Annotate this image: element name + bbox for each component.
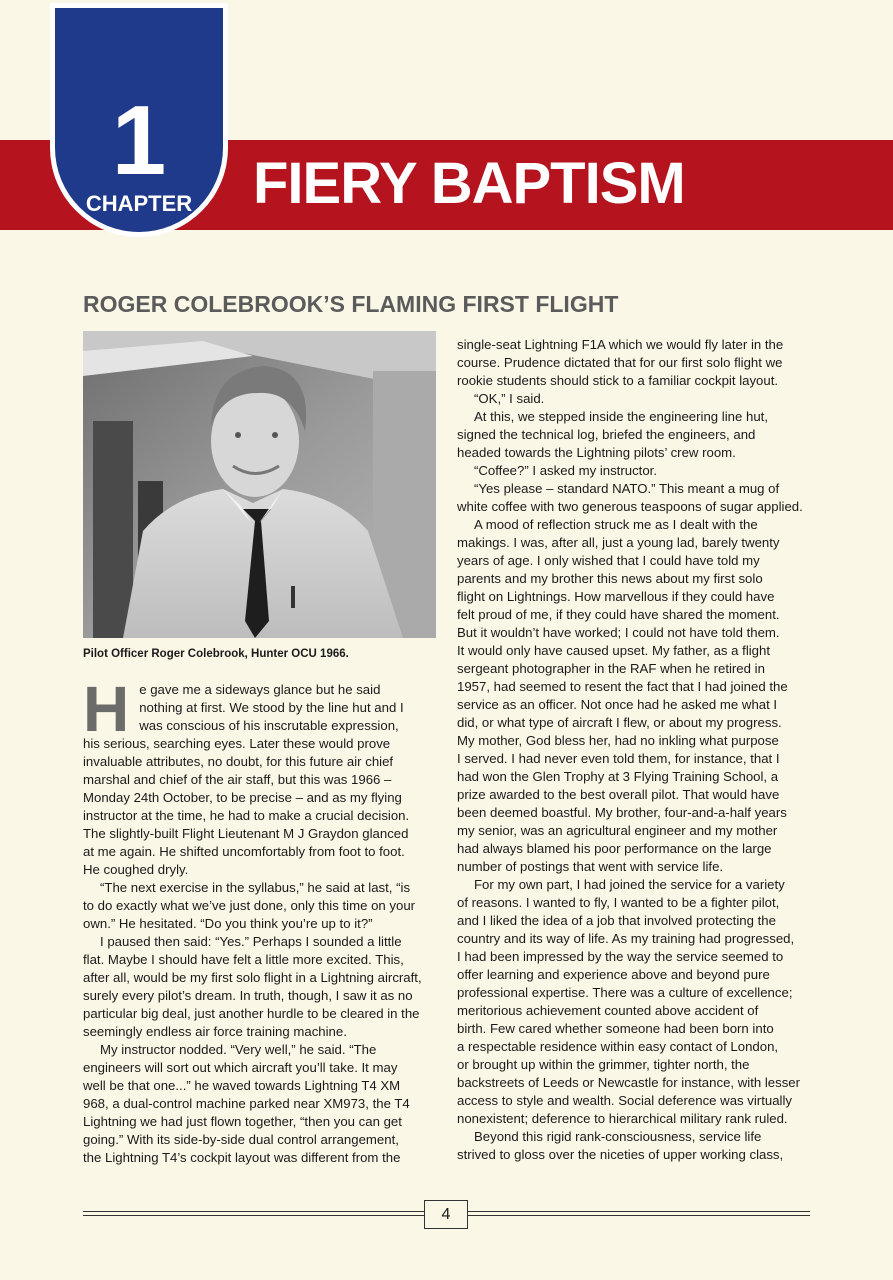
section-heading: ROGER COLEBROOK’S FLAMING FIRST FLIGHT [83,291,619,317]
right-text-column [457,336,812,1164]
text-line: My instructor nodded. “Very well,” he said. “The [100,1042,377,1057]
text-line: A mood of reflection struck me as I dealt with the [474,517,758,532]
text-line: at me again. He shifted uncomfortably from foot to foot. [83,844,405,859]
text-line: He coughed dryly. [83,862,189,877]
text-line: was conscious of his inscrutable expression, [139,718,399,733]
text-line: been deemed boastful. My brother, four-and-a-half years [457,805,787,820]
text-line: surely every pilot’s dream. In truth, though, I saw it as no [83,988,413,1003]
text-line: birth. Few cared whether someone had been born into [457,1021,774,1036]
drop-cap: H [83,673,130,745]
text-line: had won the Glen Trophy at 3 Flying Training School, a [457,769,779,784]
text-line: It would only have caused upset. My father, as a flight [457,643,771,658]
text-line: well be that one...” he waved towards Lightning T4 XM [83,1078,401,1093]
text-line: a respectable residence within easy contact of London, [457,1039,779,1054]
portrait-photo [83,331,436,638]
text-line: going.” With its side-by-side dual control arrangement, [83,1132,399,1147]
text-line: course. Prudence dictated that for our first solo flight we [457,355,783,370]
text-line: my senior, was an agricultural engineer and my mother [457,823,778,838]
text-line: single-seat Lightning F1A which we would fly later in the [457,337,784,352]
text-line: after all, would be my first solo flight in a Lightning aircraft, [83,970,422,985]
text-line: Monday 24th October, to be precise – and as my flying [83,790,402,805]
text-line: I had been impressed by the way the service seemed to [457,949,784,964]
text-line: flat. Maybe I should have felt a little more excited. This, [83,952,404,967]
text-line: headed towards the Lightning pilots’ crew room. [457,445,736,460]
page-number: 4 [424,1200,468,1229]
text-line: I paused then said: “Yes.” Perhaps I sounded a little [100,934,402,949]
text-line: strived to gloss over the niceties of upper working class, [457,1147,784,1162]
text-line: and I liked the idea of a job that involved protecting the [457,913,776,928]
text-line: years of age. I only wished that I could have told my [457,553,760,568]
text-line: 968, a dual-control machine parked near XM973, the T4 [83,1096,410,1111]
text-line: sergeant photographer in the RAF when he retired in [457,661,765,676]
text-line: particular big deal, just another hurdle to be cleared in the [83,1006,420,1021]
text-line: or brought up within the grimmer, tighter north, the [457,1057,750,1072]
text-line: white coffee with two generous teaspoons of sugar applied. [457,499,803,514]
text-line: to do exactly what we’ve just done, only this time on your [83,898,416,913]
text-line: The slightly-built Flight Lieutenant M J Graydon glanced [83,826,409,841]
text-line: invaluable attributes, no doubt, for this future air chief [83,754,394,769]
text-line: access to style and wealth. Social deference was virtually [457,1093,792,1108]
text-line: nothing at first. We stood by the line hut and I [139,700,404,715]
right-paragraphs [457,336,812,1164]
text-line: 1957, had seemed to resent the fact that I had joined the [457,679,788,694]
text-line: own.” He hesitated. “Do you think you’re up to it?” [83,916,373,931]
chapter-title: FIERY BAPTISM [253,151,685,216]
text-line: For my own part, I had joined the service for a variety [474,877,785,892]
text-line: offer learning and experience above and beyond pure [457,967,770,982]
text-line: My mother, God bless her, had no inkling what purpose [457,733,779,748]
text-line: But it wouldn’t have worked; I could not have told them. [457,625,780,640]
chapter-number-tab [55,8,223,232]
text-line: had always blamed his poor performance on the large [457,841,772,856]
text-line: rookie students should stick to a familiar cockpit layout. [457,373,779,388]
text-line: of reasons. I wanted to fly, I wanted to be a fighter pilot, [457,895,780,910]
text-line: I served. I had never even told them, for instance, that I [457,751,780,766]
chapter-label: CHAPTER [85,191,193,216]
left-text-column [83,673,436,1167]
text-line: flight on Lightnings. How marvellous if they could have [457,589,775,604]
text-line: number of postings that went with service life. [457,859,724,874]
text-line: prize awarded to the best overall pilot. That would have [457,787,780,802]
text-line: At this, we stepped inside the engineering line hut, [474,409,768,424]
text-line: his serious, searching eyes. Later these would prove [83,736,391,751]
photo-caption: Pilot Officer Roger Colebrook, Hunter OCU 1966. [83,648,349,660]
text-line: felt proud of me, if they could have shared the moment. [457,607,780,622]
text-line: did, or what type of aircraft I flew, or about my progress. [457,715,782,730]
text-line: meritorious achievement counted above accident of [457,1003,759,1018]
text-line: “Yes please – standard NATO.” This meant a mug of [474,481,780,496]
text-line: seemingly endless air force training machine. [83,1024,347,1039]
text-line: backstreets of Leeds or Newcastle for instance, with lesser [457,1075,801,1090]
text-line: nonexistent; deference to hierarchical military rank ruled. [457,1111,788,1126]
text-line: Lightning we had just flown together, “then you can get [83,1114,402,1129]
text-line: Beyond this rigid rank-consciousness, service life [474,1129,762,1144]
text-line: signed the technical log, briefed the engineers, and [457,427,756,442]
text-line: country and its way of life. As my training had progressed, [457,931,795,946]
text-line: “OK,” I said. [474,391,545,406]
text-line: instructor at the time, he had to make a crucial decision. [83,808,410,823]
text-line: “The next exercise in the syllabus,” he said at last, “is [100,880,411,895]
text-line: service as an officer. Not once had he asked me what I [457,697,778,712]
text-line: makings. I was, after all, just a young lad, barely twenty [457,535,780,550]
text-line: “Coffee?” I asked my instructor. [474,463,657,478]
text-line: marshal and chief of the air staff, but this was 1966 – [83,772,392,787]
text-line: engineers will sort out which aircraft you’ll take. It may [83,1060,398,1075]
text-line: the Lightning T4’s cockpit layout was different from the [83,1150,401,1165]
chapter-number: 1 [111,85,167,195]
text-line: parents and my brother this news about my first solo [457,571,763,586]
left-paragraphs [83,673,436,1167]
text-line: professional expertise. There was a culture of excellence; [457,985,793,1000]
text-line: e gave me a sideways glance but he said [139,682,381,697]
